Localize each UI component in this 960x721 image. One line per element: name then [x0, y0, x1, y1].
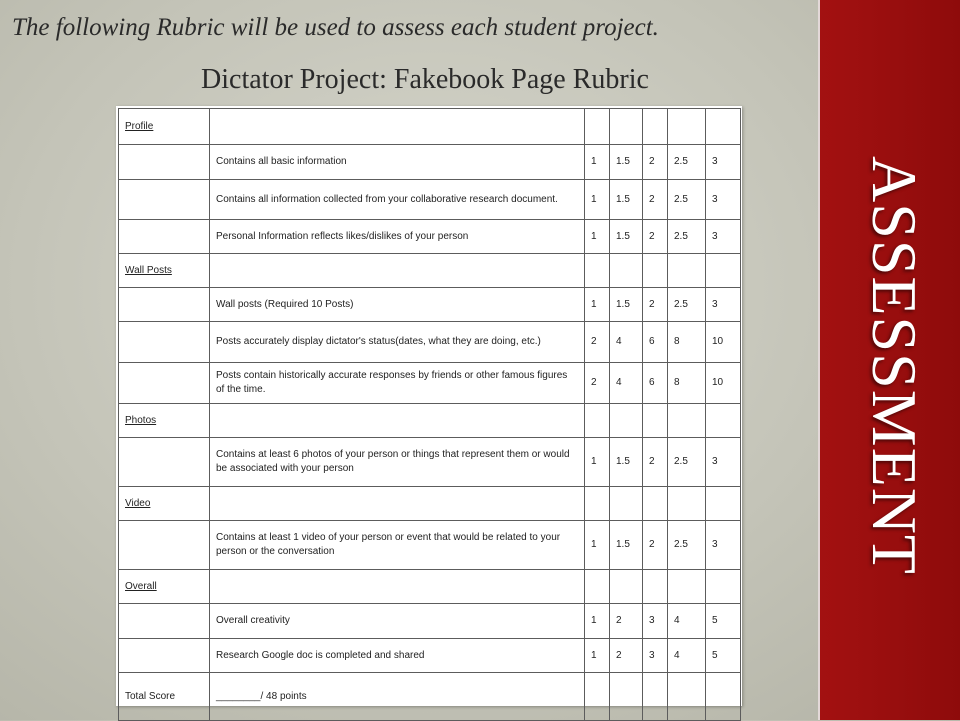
score-cell [610, 570, 643, 604]
criterion-cell: Contains at least 1 video of your person or event that would be related to your person or the conversation [210, 521, 585, 570]
score-cell: 3 [706, 220, 741, 254]
criterion-cell [210, 109, 585, 145]
score-cell [643, 570, 668, 604]
section-cell: Photos [119, 404, 210, 438]
score-cell-empty [585, 673, 610, 721]
score-cell: 2 [643, 288, 668, 322]
score-cell [643, 404, 668, 438]
rubric-section-row [119, 404, 741, 438]
score-cell [643, 487, 668, 521]
rubric-criterion-row [119, 180, 741, 220]
score-cell [706, 570, 741, 604]
criterion-cell: Research Google doc is completed and shared [210, 639, 585, 673]
sidebar-label: ASSESSMENT [859, 156, 930, 575]
score-cell: 2.5 [668, 521, 706, 570]
total-points-blank: ________/ 48 points [210, 673, 585, 721]
score-cell [668, 254, 706, 288]
criterion-cell: Overall creativity [210, 604, 585, 639]
criterion-cell: Contains all information collected from your collaborative research document. [210, 180, 585, 220]
score-cell: 8 [668, 322, 706, 363]
score-cell: 1.5 [610, 521, 643, 570]
score-cell: 2.5 [668, 438, 706, 487]
score-cell [668, 109, 706, 145]
score-cell: 1 [585, 639, 610, 673]
rubric-criterion-row [119, 288, 741, 322]
section-cell: Video [119, 487, 210, 521]
score-cell: 2.5 [668, 220, 706, 254]
rubric-criterion-row [119, 363, 741, 404]
score-cell: 1.5 [610, 288, 643, 322]
score-cell: 2 [643, 438, 668, 487]
rubric-section-row [119, 487, 741, 521]
section-cell: Wall Posts [119, 254, 210, 288]
score-cell-empty [706, 673, 741, 721]
score-cell: 1 [585, 604, 610, 639]
section-cell [119, 604, 210, 639]
score-cell: 2 [610, 604, 643, 639]
score-cell [610, 487, 643, 521]
score-cell: 1 [585, 288, 610, 322]
criterion-cell [210, 254, 585, 288]
score-cell: 3 [706, 521, 741, 570]
score-cell: 2 [610, 639, 643, 673]
score-cell: 1.5 [610, 220, 643, 254]
score-cell: 5 [706, 639, 741, 673]
score-cell: 5 [706, 604, 741, 639]
score-cell [706, 404, 741, 438]
section-cell: Overall [119, 570, 210, 604]
score-cell-empty [610, 673, 643, 721]
rubric-criterion-row [119, 438, 741, 487]
score-cell: 2 [643, 521, 668, 570]
score-cell: 1.5 [610, 145, 643, 180]
score-cell: 3 [643, 639, 668, 673]
slide-title: Dictator Project: Fakebook Page Rubric [201, 64, 649, 95]
score-cell: 4 [610, 363, 643, 404]
rubric-section-row [119, 570, 741, 604]
score-cell: 10 [706, 363, 741, 404]
criterion-cell: Personal Information reflects likes/dislikes of your person [210, 220, 585, 254]
score-cell: 3 [643, 604, 668, 639]
section-cell [119, 639, 210, 673]
score-cell: 10 [706, 322, 741, 363]
score-cell: 2 [643, 220, 668, 254]
score-cell [585, 570, 610, 604]
score-cell: 1 [585, 145, 610, 180]
rubric-criterion-row [119, 639, 741, 673]
score-cell [668, 487, 706, 521]
section-cell [119, 180, 210, 220]
rubric-criterion-row [119, 145, 741, 180]
rubric-image [116, 106, 742, 706]
score-cell [706, 109, 741, 145]
rubric-table [118, 108, 741, 721]
score-cell: 2 [643, 180, 668, 220]
criterion-cell: Contains at least 6 photos of your person or things that represent them or would be associated with your person [210, 438, 585, 487]
criterion-cell: Wall posts (Required 10 Posts) [210, 288, 585, 322]
total-score-row [119, 673, 741, 721]
criterion-cell: Contains all basic information [210, 145, 585, 180]
rubric-criterion-row [119, 604, 741, 639]
score-cell [610, 254, 643, 288]
score-cell: 2 [585, 363, 610, 404]
score-cell [585, 109, 610, 145]
score-cell: 1 [585, 180, 610, 220]
score-cell: 1 [585, 438, 610, 487]
criterion-cell: Posts accurately display dictator's status(dates, what they are doing, etc.) [210, 322, 585, 363]
section-cell [119, 220, 210, 254]
section-cell [119, 288, 210, 322]
score-cell-empty [643, 673, 668, 721]
score-cell: 4 [668, 639, 706, 673]
slide-subtitle: The following Rubric will be used to assess each student project. [12, 14, 659, 41]
score-cell [585, 487, 610, 521]
score-cell [706, 254, 741, 288]
rubric-section-row [119, 109, 741, 145]
section-cell [119, 438, 210, 487]
score-cell-empty [668, 673, 706, 721]
rubric-section-row [119, 254, 741, 288]
score-cell: 1 [585, 220, 610, 254]
score-cell: 4 [668, 604, 706, 639]
section-cell [119, 145, 210, 180]
score-cell: 2 [643, 145, 668, 180]
score-cell: 1.5 [610, 438, 643, 487]
score-cell [668, 404, 706, 438]
score-cell: 2.5 [668, 145, 706, 180]
score-cell: 1 [585, 521, 610, 570]
score-cell: 2 [585, 322, 610, 363]
section-cell: Profile [119, 109, 210, 145]
score-cell: 3 [706, 145, 741, 180]
score-cell: 8 [668, 363, 706, 404]
score-cell [643, 109, 668, 145]
criterion-cell [210, 404, 585, 438]
score-cell [668, 570, 706, 604]
score-cell [585, 254, 610, 288]
score-cell [610, 109, 643, 145]
criterion-cell: Posts contain historically accurate responses by friends or other famous figures of the time. [210, 363, 585, 404]
score-cell [585, 404, 610, 438]
score-cell: 3 [706, 180, 741, 220]
section-cell [119, 363, 210, 404]
score-cell [706, 487, 741, 521]
rubric-criterion-row [119, 220, 741, 254]
score-cell: 3 [706, 438, 741, 487]
score-cell: 6 [643, 363, 668, 404]
score-cell: 4 [610, 322, 643, 363]
score-cell [610, 404, 643, 438]
criterion-cell [210, 570, 585, 604]
score-cell: 2.5 [668, 180, 706, 220]
rubric-criterion-row [119, 322, 741, 363]
rubric-criterion-row [119, 521, 741, 570]
rubric-body [119, 109, 741, 721]
section-cell [119, 521, 210, 570]
section-cell [119, 322, 210, 363]
score-cell: 6 [643, 322, 668, 363]
total-score-label: Total Score [119, 673, 210, 721]
criterion-cell [210, 487, 585, 521]
score-cell: 1.5 [610, 180, 643, 220]
score-cell: 3 [706, 288, 741, 322]
score-cell: 2.5 [668, 288, 706, 322]
score-cell [643, 254, 668, 288]
